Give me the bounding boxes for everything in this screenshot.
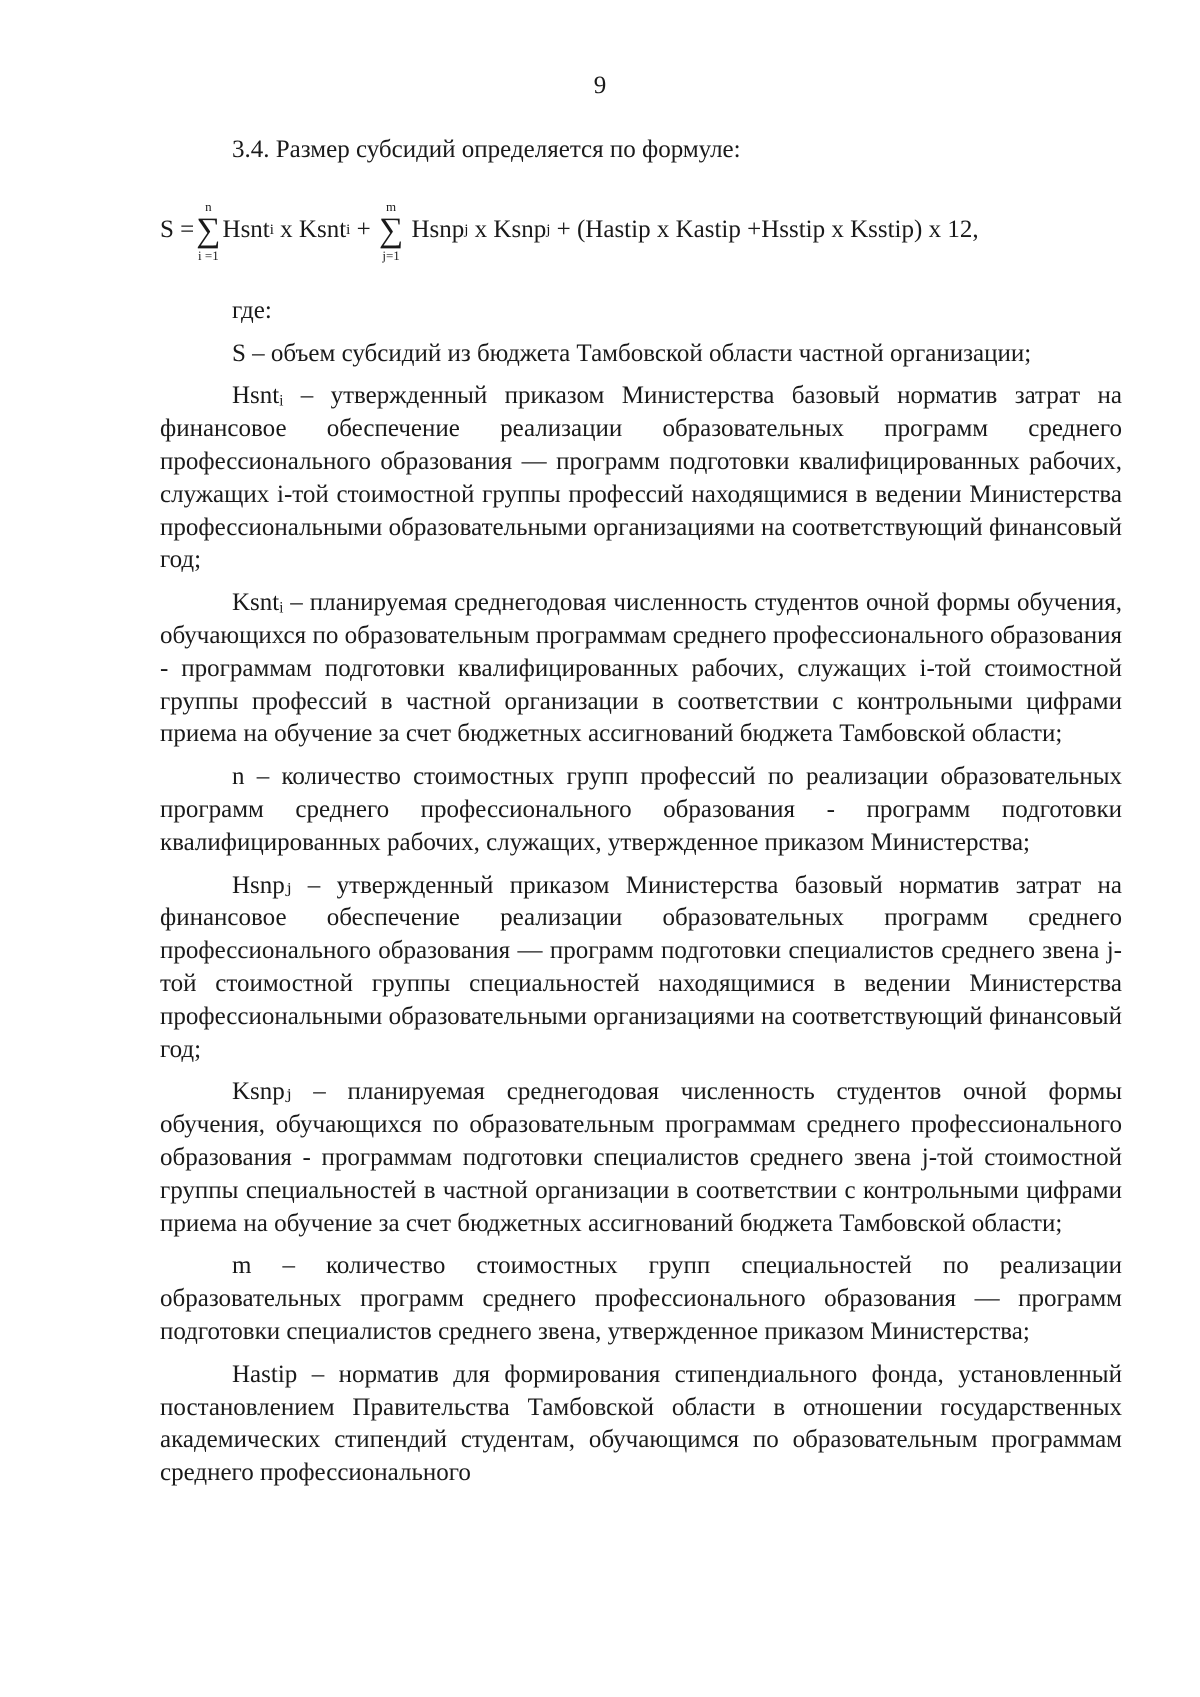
definition-m: m – количество стоимостных групп специальностей по реализации образовательных программ среднего профессионального образования — программ подготовки специалистов среднего звена, утвержденное приказом Министерства; [160,1252,1122,1345]
sum-upper-limit: n [205,198,212,214]
multiply-sign: x [468,216,494,244]
term-ksnp-index: j [546,222,551,239]
page-number: 9 [593,72,607,99]
term-hsnt-index: i [269,222,274,239]
definition-s: S – объем субсидий из бюджета Тамбовской области частной организации; [232,339,1032,367]
sum-lower-limit: j=1 [382,247,400,263]
term-ksnp: Ksnp [493,216,547,244]
section-heading: 3.4. Размер субсидий определяется по формуле: [232,136,741,163]
plus-sign: + [350,216,377,244]
term-hsnp: Hsnp [405,216,465,244]
definition-hsnp: Hsnpⱼ – утвержденный приказом Министерства базовый норматив затрат на финансовое обеспечение реализации образовательных программ среднего профессионального образования — программ подготовки специалистов среднего звена j-той стоимостной группы специальностей находящимися в ведении Министерства профессиональными образовательными организациями на соответствующий финансовый год; [160,871,1122,1063]
definition-hsnt: Hsntᵢ – утвержденный приказом Министерства базовый норматив затрат на финансовое обеспечение реализации образовательных программ среднего профессионального образования — программ подготовки квалифицированных рабочих, служащих i-той стоимостной группы профессий находящимися в ведении Министерства профессиональными образовательными организациями на соответствующий финансовый год; [160,382,1122,574]
document-body [160,134,1122,1490]
formula-tail: + (Hastip x Kastip +Hsstip x Ksstip) x 12, [550,216,979,244]
sigma-symbol: ∑ [378,211,404,249]
sum-lower-limit: i =1 [198,247,219,263]
sigma-symbol: ∑ [196,211,221,249]
definition-ksnt: Ksntᵢ – планируемая среднегодовая численность студентов очной формы обучения, обучающихся по образовательным программам среднего профессионального образования - программам подготовки квалифицированных рабочих, служащих i-той стоимостной группы профессий в частной организации в соответствии с контрольными цифрами приема на обучение за счет бюджетных ассигнований бюджета Тамбовской области; [160,589,1122,748]
multiply-sign: x [273,216,299,244]
definition-ksnp: Ksnpⱼ – планируемая среднегодовая численность студентов очной формы обучения, обучающихся по образовательным программам среднего профессионального образования - программам подготовки специалистов среднего звена j-той стоимостной группы специальностей в частной организации в соответствии с контрольными цифрами приема на обучение за счет бюджетных ассигнований бюджета Тамбовской области; [160,1078,1122,1237]
subsidy-formula [160,175,1122,287]
definition-n: n – количество стоимостных групп профессий по реализации образовательных программ среднего профессионального образования - программ подготовки квалифицированных рабочих, служащих, утвержденное приказом Министерства; [160,763,1122,856]
sum-upper-limit: m [386,198,397,214]
term-hsnt: Hsnt [222,216,270,244]
sum-operator-j [379,200,403,262]
term-hsnp-index: j [464,222,469,239]
term-ksnt-index: i [346,222,351,239]
sum-operator-i [196,200,220,262]
formula-lhs: S = [160,216,195,244]
definition-hastip: Hastip – норматив для формирования стипендиального фонда, установленный постановлением Правительства Тамбовской области в отношении государственных академических стипендий студентам, обучающимся по образовательным программам среднего профессионального [160,1360,1122,1487]
term-ksnt: Ksnt [298,216,347,244]
where-label: где: [232,296,272,324]
